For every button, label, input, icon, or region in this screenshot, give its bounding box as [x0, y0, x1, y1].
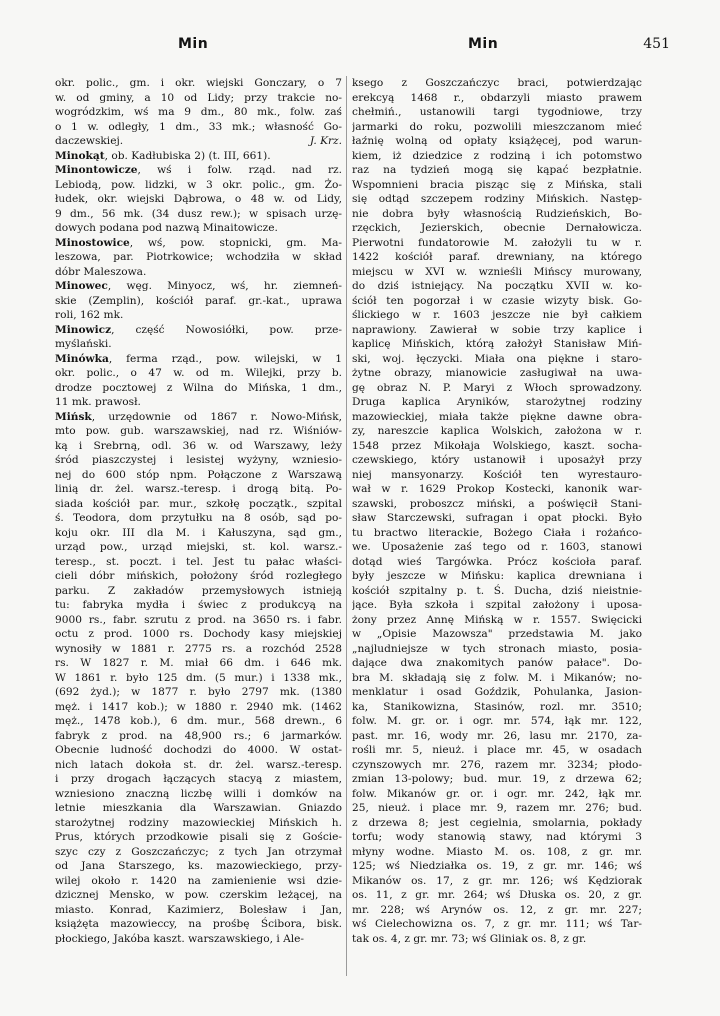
text-line: dowych podana pod nazwą Minaitowicze.: [55, 222, 278, 234]
text-line: młyny wodne. Miasto M. os. 108, z gr. mr.: [352, 845, 642, 858]
text-line: mto pow. gub. warszawskiej, nad rz. Wiśniów-: [55, 425, 342, 437]
text-line: 1422 kościół paraf. drewniany, na którego: [352, 251, 642, 263]
text-line: do dziś istniejący. Na początku XVII w. ko-: [352, 280, 642, 292]
text-line: teresp., st. poczt. i tel. Jest tu pałac właści-: [55, 555, 342, 568]
text-line: wał w r. 1629 Prokop Kostecki, kanonik war-: [352, 483, 642, 495]
text-line: jące. Była szkoła i szpital założony i uposa-: [352, 599, 642, 611]
text-fragment: daczewskiej.: [55, 135, 124, 147]
text-line: jarmarki do roku, pozwolili mieszczanom mieć: [352, 120, 642, 133]
text-line: rzęckich, Jezierskich, obecnie Dernałowicza.: [352, 222, 642, 234]
text-line: Mikanów os. 17, z gr. mr. 126; wś Kędziorak: [352, 874, 642, 887]
text-line: gę obraz N. P. Maryi z Włoch sprowadzony.: [352, 381, 642, 394]
text-line: linią dr. żel. warsz.-teresp. i drogą bitą. Po-: [55, 483, 342, 495]
text-line: zmian 13-polowy; bud. mur. 19, z drzewa 62;: [352, 773, 642, 785]
text-line: wś Cielechowizna os. 7, z gr. mr. 111; wś Tar-: [352, 918, 642, 930]
text-line: męż., 1478 kob.), 6 dm. mur., 568 drewn., 6: [55, 715, 342, 727]
text-line: ką i Srebrną, odl. 36 w. od Warszawy, leży: [55, 439, 342, 452]
text-line: Lebiodą, pow. lidzki, w 3 okr. polic., gm. Żo-: [55, 178, 342, 191]
right-text-column: [352, 76, 642, 976]
text-line: raz na tydzień mogą się kąpać bezpłatnie.: [352, 164, 642, 176]
text-line: ka, Stanikowizna, Stasinów, rozl. mr. 3510;: [352, 700, 642, 713]
text-line: 9000 rs., fabr. szrutu z prod. na 3650 rs. i fabr.: [55, 613, 342, 626]
text-line: 125; wś Niedziałka os. 19, z gr. mr. 146; wś: [352, 860, 642, 872]
text-line: fabryk z prod. na 48,900 rs.; 6 jarmarków.: [55, 729, 342, 742]
text-line: nej do 600 stóp npm. Połączone z Warszawą: [55, 468, 342, 481]
page-number: 451: [643, 36, 670, 52]
entry-first-line: Minowicz, część Nowosiółki, pow. prze-: [55, 323, 342, 336]
text-line: kiem, iż dziedzice z rodziną i ich potomstwo: [352, 149, 642, 162]
entry-headword: Minowicz: [55, 323, 112, 336]
text-line: chełmiń., ustanowili targi tygodniowe, trzy: [352, 106, 642, 118]
entry-first-line: Minontowicze, wś i folw. rząd. nad rz.: [55, 164, 342, 176]
entry-headword: Minowec: [55, 280, 108, 292]
entry-first-line: Minostowice, wś, pow. stopnicki, gm. Ma-: [55, 236, 342, 249]
text-line: od Jana Starszego, ks. mazowieckiego, przy-: [55, 860, 342, 872]
text-line: szawski, proboszcz miński, a poświęcił Stani-: [352, 497, 642, 510]
text-line: Pierwotni fundatorowie M. założyli tu w r.: [352, 236, 642, 249]
column-divider: [346, 76, 347, 976]
text-line: były jeszcze w Mińsku: kaplica drewniana i: [352, 570, 642, 582]
text-line: niej mansyonarzy. Kościół ten wyrestauro-: [352, 468, 642, 481]
text-line: mr. 228; wś Arynów os. 12, z gr. mr. 227;: [352, 903, 642, 916]
entry-first-line: Mińsk, urzędownie od 1867 r. Nowo-Mińsk,: [55, 410, 342, 423]
text-line: okr. polic., gm. i okr. wiejski Gonczary, o 7: [55, 77, 342, 89]
text-line: sław Starczewski, sufragan i opat płocki. Było: [352, 512, 642, 524]
text-line: wogródzkim, wś ma 9 dm., 80 mk., folw. zaś: [55, 106, 342, 118]
text-line: czewskiego, który ustanowił i uposażył przy: [352, 454, 642, 466]
text-line: cieli dóbr mińskich, położony śród rozległego: [55, 570, 342, 582]
text-line: letnie mieszkania dla Warszawian. Gniazdo: [55, 802, 342, 814]
text-line: Prus, których przodkowie pisali się z Goście-: [55, 831, 342, 843]
text-line: erekcyą 1468 r., obdarzyli miasto prawem: [352, 91, 642, 104]
text-line: książęta mazowieccy, na prośbę Ścibora, bisk.: [55, 918, 342, 930]
text-line: nie dobra były własnością Rudzieńskich, Bo-: [352, 207, 642, 220]
text-line: żony przez Annę Mińską w r. 1557. Swięcicki: [352, 613, 642, 626]
text-line: 1548 przez Mikołaja Wolskiego, kaszt. socha-: [352, 439, 642, 452]
text-line: drodze pocztowej z Wilna do Mińska, 1 dm.,: [55, 381, 342, 394]
text-line: past. mr. 16, wody mr. 26, lasu mr. 2170, za-: [352, 729, 642, 742]
text-line: łudek, okr. wiejski Dąbrowa, o 48 w. od Lidy,: [55, 193, 342, 205]
text-line: kościół szpitalny p. t. Ś. Ducha, dziś nieistnie-: [352, 584, 642, 597]
text-line: (692 żyd.); w 1877 r. było 2797 mk. (1380: [55, 686, 342, 698]
text-line: siada kościół par. mur., szkołę początk., szpital: [55, 497, 342, 510]
text-line: kaplicę Mińskich, którą założył Stanisław Miń-: [352, 338, 642, 350]
text-line: Druga kaplica Aryników, starożytnej rodziny: [352, 396, 642, 408]
entry-headword: Minostowice: [55, 236, 130, 249]
text-line: wzniesiono znaczną liczbę willi i domków na: [55, 787, 342, 800]
text-line: ślickiego w r. 1603 jeszcze nie był całkiem: [352, 309, 642, 321]
text-line: ski, woj. łęczycki. Miała ona piękne i staro-: [352, 352, 642, 365]
text-line: miejscu w XVI w. wznieśli Mińscy murowany,: [352, 265, 642, 278]
page-header: [40, 36, 670, 60]
text-line: rośli mr. 5, nieuż. i place mr. 45, w osadach: [352, 744, 642, 756]
text-line: os. 11, z gr. mr. 264; wś Dłuska os. 20, z gr.: [352, 889, 642, 901]
text-line: „najludniejsze w tych stronach miasto, posia-: [352, 642, 642, 655]
text-line: myślański.: [55, 338, 112, 350]
text-line: ś. Teodora, dom przytułku na 8 osób, sąd po-: [55, 512, 342, 524]
text-line: w. od gminy, a 10 od Lidy; przy trakcie no-: [55, 91, 342, 104]
text-line: 11 mk. prawosł.: [55, 396, 141, 408]
left-text-column: [55, 76, 342, 976]
text-line: dotąd wieś Targówka. Prócz kościoła paraf.: [352, 555, 642, 568]
entry-headword: Minokąt: [55, 149, 105, 162]
text-line: naprawiony. Zawierał w sobie trzy kaplice i: [352, 323, 642, 336]
text-line: bra M. składają się z folw. M. i Mikanów; no-: [352, 671, 642, 684]
text-line: tu bractwo literackie, Bożego Ciała i rożańco-: [352, 526, 642, 539]
text-line: roli, 162 mk.: [55, 309, 124, 321]
entry-headword: Minówka: [55, 352, 109, 365]
text-line: rs. W 1827 r. M. miał 66 dm. i 646 mk.: [55, 657, 342, 669]
text-line: w „Opisie Mazowsza" przedstawia M. jako: [352, 628, 642, 640]
text-line: okr. polic., o 47 w. od m. Wilejki, przy b.: [55, 367, 342, 379]
text-line: wilej około r. 1420 na zamienienie wsi dzie-: [55, 874, 342, 887]
text-line: ściół ten pogorzał i w czasie wizyty bisk. Go-: [352, 294, 642, 307]
entry-first-line: Minowec, węg. Minyocz, wś, hr. ziemneń-: [55, 280, 342, 292]
text-line: Obecnie ludność dochodzi do 4000. W ostat-: [55, 744, 342, 756]
text-line: męż. i 1417 kob.); w 1880 r. 2940 mk. (1462: [55, 700, 342, 713]
text-line: [55, 134, 342, 149]
text-line: płockiego, Jakóba kaszt. warszawskiego, i Ale-: [55, 932, 304, 945]
text-line: żytne obrazy, mianowicie zasługiwał na uwa-: [352, 367, 642, 379]
text-line: koju okr. III dla M. i Kałuszyna, sąd gm.,: [55, 526, 342, 539]
text-line: dóbr Maleszowa.: [55, 265, 147, 278]
text-line: się odtąd szczepem rodziny Mińskich. Następ-: [352, 193, 642, 205]
text-line: zy, nareszcie kaplica Wolskich, założona w r.: [352, 425, 642, 437]
text-line: tak os. 4, z gr. mr. 73; wś Gliniak os. 8, z gr.: [352, 932, 587, 945]
text-line: parku. Z zakładów przemysłowych istnieją: [55, 584, 342, 597]
text-line: 25, nieuż. i place mr. 9, razem mr. 276; bud.: [352, 802, 642, 814]
text-line: czynszowych mr. 276, razem mr. 3234; płodo-: [352, 758, 642, 771]
text-line: torfu; wody stanowią stawy, nad którymi 3: [352, 831, 642, 843]
text-line: starożytnej rodziny mazowieckiej Mińskich h.: [55, 816, 342, 829]
text-line: folw. M. gr. or. i ogr. mr. 574, łąk mr. 122,: [352, 715, 642, 727]
text-line: łaźnię wolną od opłaty książęcej, pod warun-: [352, 135, 642, 147]
text-line: folw. Mikanów gr. or. i ogr. mr. 242, łąk mr.: [352, 787, 642, 800]
text-line: z drzewa 8; jest cegielnia, smolarnia, pokłady: [352, 816, 642, 829]
entry-first-line: Minówka, ferma rząd., pow. wilejski, w 1: [55, 352, 342, 365]
text-line: mazowieckiej, miała także piękne dawne obra-: [352, 410, 642, 423]
text-line: W 1861 r. było 125 dm. (5 mur.) i 1338 mk.,: [55, 671, 342, 684]
text-line: miasto. Konrad, Kazimierz, Bolesław i Jan,: [55, 903, 342, 916]
text-line: szyc czy z Goszczańczyc; z tych Jan otrzymał: [55, 845, 342, 858]
entry-headword: Mińsk: [55, 410, 92, 423]
text-fragment: J. Krz.: [309, 135, 342, 147]
entry-first-line: Minokąt, ob. Kadłubiska 2) (t. III, 661).: [55, 149, 271, 162]
text-line: leszowa, par. Piotrkowice; wchodziła w skład: [55, 251, 342, 263]
text-line: nich latach dokoła st. dr. żel. warsz.-teresp.: [55, 758, 342, 771]
running-head-left: Min: [178, 36, 209, 52]
text-line: wynosiły w 1881 r. 2775 rs. a rozchód 2528: [55, 642, 342, 655]
text-line: skie (Zemplin), kościół paraf. gr.-kat., uprawa: [55, 294, 342, 307]
text-line: śród piaszczystej i lesistej wyżyny, wzniesio-: [55, 454, 342, 466]
text-line: we. Uposażenie zaś tego od r. 1603, stanowi: [352, 541, 642, 553]
text-line: menklatur i osad Goździk, Pohulanka, Jasion-: [352, 686, 642, 698]
entry-headword: Minontowicze: [55, 164, 138, 176]
text-line: dające dwa znakomitych panów pałace". Do-: [352, 657, 642, 669]
text-line: ksego z Goszczańczyc braci, potwierdzając: [352, 77, 642, 89]
text-line: urząd pow., urząd miejski, st. kol. warsz.-: [55, 541, 342, 553]
text-line: octu z prod. 1000 rs. Dochody kasy miejskiej: [55, 628, 342, 640]
text-line: 9 dm., 56 mk. (34 dusz rew.); w spisach urzę-: [55, 207, 342, 220]
text-line: Wspomnieni bracia pisząc się z Mińska, stali: [352, 178, 642, 191]
text-line: o 1 w. odległy, 1 dm., 33 mk.; własność Go-: [55, 120, 342, 133]
text-line: i przy drogach łączących stacyą z miastem,: [55, 773, 342, 785]
text-line: tu: fabryka mydła i świec z produkcyą na: [55, 599, 342, 611]
text-line: dzicznej Mensko, w pow. czerskim leżącej, na: [55, 889, 342, 901]
running-head-right: Min: [468, 36, 499, 52]
